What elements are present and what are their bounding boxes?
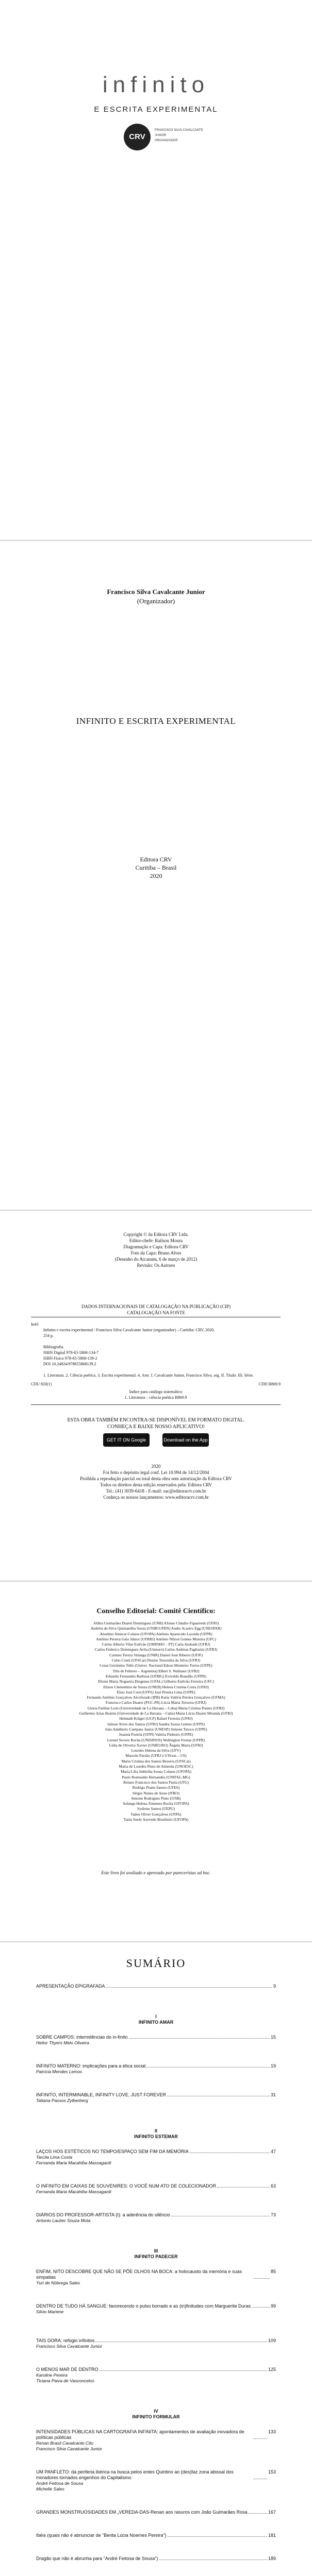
toc-entry-title: TAIS DORA: refúgio infinitos [36,2338,95,2343]
part-name: INFINITO AMAR [138,2020,174,2025]
leader-dots [217,2183,270,2188]
toc-entry[interactable] [36,2510,276,2515]
credit-line: (Desenho do Arcanum, 6 de março de 2012) [114,1257,198,1262]
toc-entry-author: Karoline Pereira [36,2372,68,2378]
part-number: II [154,2128,157,2133]
toc-entry-author: Ticiana Paiva de Vasconcelos [36,2378,95,2383]
council-member: João Adalberto Campato Junior (UNESP) Simone Tinoco (UFPE) [105,1726,207,1732]
toc-entry-author: Francisco Silva Cavalcante Junior [36,2446,103,2451]
council-member: Sydione Santos (UEPG) [137,1806,175,1811]
cip-code: In43 [31,1322,39,1327]
council-member: Renato Francisco dos Santos Paula (UFG) [123,1780,189,1785]
toc-entry-title: UM PANFLETO: da periferia ibérica na busca pelos entes Quintino ao (des)faz zona abissal dos moradores tornados engenhos do Capitalismo [36,2469,234,2480]
leader-dots [171,2212,270,2216]
council-member: Elizeu Clementino de Souza (UNEB) Helena Cristina Costa (UFRJ) [103,1684,209,1689]
toc-entry-author: Yuri de Nóbrega Sales [36,2280,80,2285]
toc-entry[interactable] [36,1984,276,1989]
toc-entry-title: O INFINITO EM CAIXAS DE SOUVENIRES: O VOCÊ NUM ATO DE COLECIONADOR [36,2183,217,2189]
toc-page-number: 9 [273,1984,276,1989]
leader-dots [159,2556,267,2560]
leader-dots [168,2533,267,2537]
council-member: Jailson Alves dos Santos (UFRJ) Sandra Souza Gomes (UFPE) [107,1721,205,1726]
toc-page-number: 153 [268,2469,276,2475]
toc-entry-author: Antonio Lauber Souza Mota [36,2218,91,2223]
council-member: Francisco Carlos Duarte (PUC-PR) Lúcia Maria Teixeira (UFRJ) [105,1700,207,1705]
cip-index: Índice para catálogo sistemático 1. Literatura – ciência poética B869.9 [124,1389,187,1400]
council-member: Fernando Antônio Gonçalves Alcoforado (IPB) Katia Valéria Pereira Gonçalves (UFMA) [87,1695,225,1700]
council-member: Solange Helena Ximenes-Rocha (UFOPA) [123,1801,189,1806]
toc-page-number: 133 [268,2429,276,2434]
toc-page-number: 31 [270,2092,276,2097]
council-member: Cesar Gerónimo Tello (Univer. Nacional Edson Monteiro Torres (UFPE) [100,1663,212,1668]
council-member: Lídia de Oliveira Xavier (UNIEURO) Ângela Maria (UFRJ) [109,1742,203,1748]
toc-entry-author: Michelle Sales [36,2486,64,2492]
leader-dots [254,2429,267,2439]
council-member: Aldira Guimarães Duarte Domínguez (UNB) Afonso Cláudio Figueiredo (UFRJ) [93,1621,219,1625]
toc-entry-title: DIÁRIOS DO PROFESSOR-ARTISTA (I): a aderência do silêncio [36,2212,170,2217]
credit-line: Revisão: Os Autores [137,1263,175,1268]
publisher-name: Editora CRV [140,856,172,863]
toc-entry-title: Dragão que não é abrunha para "André Feitosa de Sousa") [36,2556,158,2561]
logo-text: FRANCISCO SILVA CAVALCANTE JUNIOR ORGANIZADOR [155,129,203,142]
credit-line: Copyright © da Editora CRV Ltda. [123,1232,189,1237]
council-member: Tadeu Oliver Gonçalves (UFPA) [130,1811,182,1817]
cover-title: infinito [102,72,210,97]
toc-entry[interactable] [36,2149,276,2166]
part-number: III [154,2248,158,2253]
cip-body: Infinito e escrita experimental / Francisco Silva Cavalcante Junior (organizador) – Curitiba: CRV, 2020. 254 p. Bibliografia ISBN Digital 978-65-5868-134-7 ISBN Físico 978-65-5868-139-2 DOI 10.24824/978655868139.2 1. Literatura. 2. Ciência poética. 3. Escrita experimental. 4. Arte. I. Cavalcante Junior, Francisco Silva. org. II. Título. III. Série. [43,1328,254,1378]
toc-entry-title: APRESENTAÇÃO EPIGRAFADA [36,1984,105,1989]
summary-page [0,1942,312,2576]
crv-logo-icon: CRV [124,124,151,150]
toc-entry[interactable] [36,2092,276,2104]
toc-entry-title: INTENSIDADES PÚBLICAS NA CARTOGRAFIA INFINITA: apontamentos de avaliação inovadora de políticas públicas [36,2429,244,2440]
toc-entry-author: Heitor Thyers Melo Oliveira [36,2040,89,2045]
cover-page [0,0,312,540]
council-member: Anselmo Alencar Colares (UFOPA) Antônio Aparecido Lacerda (UFPR) [100,1631,212,1636]
cip-classification [31,1381,281,1387]
leader-dots [129,2035,270,2039]
council-member: Lourdes Helena da Silva (UFV) [131,1748,181,1753]
cover-subtitle: E ESCRITA EXPERIMENTAL [94,105,218,114]
credits-page [0,1211,312,1581]
council-member: Maria de Lourdes Pinto de Almeida (UNOESC) [119,1764,193,1769]
toc-page-number: 15 [270,2035,276,2040]
council-member: Andréia da Silva Quintanilha Sousa (UNIR/UFRN) Andre Acastro Egg (UNESPAR) [90,1626,222,1631]
leader-dots [252,2303,270,2308]
toc-part-heading [0,2014,312,2025]
toc-part-heading [0,2409,312,2420]
toc-entry[interactable] [36,2212,276,2224]
credit-line: Editor-chefe: Railson Moura [129,1238,183,1243]
toc-entry[interactable] [36,2338,276,2349]
leader-dots [146,2063,270,2067]
legal-block: 2020 Foi feito o depósito legal conf. Lei 10.994 de 14/12/2004 Proibida a reprodução parcial ou total desta obra sem autorização da Editora CRV Todos os direitos desta edição reservados pela: Editora CRV Tel.: (41) 3039-6418 - E-mail: sac@editoracrv.com.br Conheça os nossos lançamentos: www.editoracrv.com.br [80,1464,232,1500]
council-member: Maria Lília Imbiriba Sousa Colares (UFOPA) [121,1769,191,1774]
publisher-city: Curitiba – Brasil [135,864,177,871]
council-member: Eduardo Fernandes Barbosa (UFMG) Everaldo Brandão (UFPR) [106,1673,206,1679]
toc-entry-title: LAÇOS HOS ESTÉTICOS NO TEMPO/ESPAÇO SEM FIM DA MEMÓRIA [36,2149,189,2154]
title-page [0,541,312,1210]
leader-dots [106,1984,272,1988]
toc-entry[interactable] [36,2269,276,2286]
toc-part-heading [0,2248,312,2260]
toc-entry-author: Francisco Silva Cavalcante Junior [36,2344,103,2349]
council-member: Josania Portela (UFPI) Valéria Pinheiro (UFPE) [119,1732,193,1737]
toc-page-number: 189 [268,2556,276,2561]
council-member: Maria Cristina dos Santos Bezerra (UFSCar) [121,1758,191,1764]
leader-dots [254,2469,267,2479]
toc-entry[interactable] [36,2183,276,2195]
toc-entry-author: Silvio Marlene [36,2309,64,2314]
author-name: Francisco Silva Cavalcante Junior [107,588,205,596]
cip-heading: DADOS INTERNACIONAIS DE CATALOGAÇÃO NA PUBLICAÇÃO (CIP) CATALOGAÇÃO NA FONTE [81,1304,231,1315]
toc-entry-title: INFINITO MATERNO: implicações para a ética social [36,2063,146,2069]
publisher-year: 2020 [150,872,162,879]
council-member: Leonel Severo Rocha (UNISINOS) Wellington Freitas (UFPR) [107,1737,205,1742]
leader-dots [190,2149,270,2153]
toc-entry-author: Tarcila Lima Costa [36,2155,73,2160]
cdu-code: CDU 820(1) [31,1382,52,1386]
toc-entry-author: Renan Brasil Cavalcante Cito [36,2441,94,2446]
council-member: Antônio Pereira Gaio Júnior (UFRRJ) Antônio Nilson Gomes Moreira (UFC) [96,1636,216,1641]
leader-dots [254,2269,270,2279]
toc-entry[interactable] [36,2469,276,2492]
council-page [0,1582,312,1941]
toc-entry[interactable] [36,2533,276,2538]
app-note: ESTA OBRA TAMBÉM ENCONTRA-SE DISPONÍVEL EM FORMATO DIGITAL. CONHEÇA E BAIXE NOSSO APLICATIVO! [67,1417,245,1430]
council-member: Carlos Alberto Vilar Estêvão (UMINHO – PT) Carla Andrade (UFRJ) [102,1642,210,1647]
toc-part-heading [0,2128,312,2140]
google-play-button[interactable]: GET IT ON Google Play [103,1433,150,1447]
toc-entry[interactable] [36,2367,276,2384]
council-member: Três de Febrero – Argentina) Elbert S. Wallauer (UFRJ) [112,1668,200,1673]
toc-page-number: 19 [270,2063,276,2069]
council-member: Marcelo Paixão (UFRJ e UTexas – US) [125,1753,187,1758]
toc-entry-author: Fernanda Maria Macahiba Massagardi [36,2160,111,2165]
toc-entry-title: SOBRE CAMPOS: intermitências do in-finito [36,2035,128,2040]
council-member: Guillermo Arias Beatón (Universidade de La Havana – Cuba) Maria Lúcia Duarte Miranda (UFRJ) [79,1711,233,1716]
summary-title: SUMÁRIO [126,1957,186,1970]
app-store-button[interactable]: Download on the App Store [162,1433,209,1447]
toc-entry-title: GRANDES MONSTRUOSIDADES EM „VEREDA-DAS-Renan aos rasuros com João Guimarães Rosa [36,2510,248,2515]
council-member: Carlos Federico Dominguez Avila (Unieuro) Carlos Andreas Pagliarini (UFRJ) [95,1647,217,1652]
toc-page-number: 63 [270,2183,276,2189]
toc-entry-author: André Feitosa de Sousa [36,2481,84,2486]
credit-line: Foto da Capa: Bruno Alves [130,1250,182,1256]
toc-entry[interactable] [36,2303,276,2315]
toc-entry-title: O MENOS MAR DE DENTRO [36,2367,98,2372]
book-title: INFINITO E ESCRITA EXPERIMENTAL [76,716,236,726]
council-member: Élsio José Corá (UFFS) José Pereira Lima (UFPE) [117,1689,195,1694]
toc-entry-title: ENFIM, NITO DESCOBRE QUE NÃO SE PÕE OLHOS NA BOCA: a holocausto da memória e suas simpatias [36,2269,242,2280]
council-member: Elione Maria Nogueira Diogenes (UFAL) Gilberto Estêvão Ferreira (UFC) [98,1679,214,1684]
author-role: (Organizador) [137,597,175,605]
credit-line: Diagramação e Capa: Editora CRV [123,1244,189,1249]
cip-record [31,1317,281,1405]
council-member: Helmuth Krüger (UCP) Rafael Ferreira (UFRJ) [119,1716,193,1721]
council-member: Gloria Fariñas León (Universidade de La Havana – Cuba) Maria Cristina Pontes (UFRJ) [87,1705,225,1710]
part-name: INFINITO PADECER [134,2254,178,2259]
council-member: Rodrigo Pratte-Santos (UFES) [132,1785,180,1790]
credits-block [0,1231,312,1268]
author-block [0,587,312,606]
toc-entry-author: Patrícia Mendes Lemos [36,2069,83,2074]
toc-entry[interactable] [36,2035,276,2046]
council-member: Carmen Tereza Velanga (UNIR) Daniel José Ribeiro (UFJF) [109,1652,203,1657]
toc-page-number: 99 [270,2303,276,2309]
toc-page-number: 125 [268,2367,276,2372]
toc-entry[interactable] [36,2063,276,2075]
council-note: Este livro foi avaliado e aprovado por pareceristas ad hoc. [101,1870,211,1875]
toc-entry[interactable] [36,2429,276,2452]
part-number: IV [154,2409,158,2414]
leader-dots [167,2092,270,2096]
toc-entry-title: DENTRO DE TUDO HÁ SANGUE: favorecendo o pulso borrado e as (in)finitudes com Marguerite Duras [36,2303,251,2309]
part-number: I [155,2014,157,2019]
part-name: INFINITO FORMULAR [132,2414,180,2419]
council-title: Conselho Editorial: Comitê Científico: [96,1607,216,1615]
council-member: Celso Conti (UFSCar) Denise Terezinha da Silva (UFRJ) [111,1658,201,1663]
toc-page-number: 109 [268,2338,276,2343]
toc-page-number: 73 [270,2212,276,2217]
leader-dots [95,2338,267,2342]
toc-entry-title: Ibéis (quais não é abnunciar de "Berita Lúcia Noemes Pereira") [36,2533,167,2538]
council-member: Tania Suely Azevedo Brasileiro (UFOPA) [123,1817,189,1822]
toc-page-number: 167 [268,2510,276,2515]
council-member: Simone Rodrigues Pinto (UNB) [131,1795,181,1801]
council-member: Paulo Romualdo Hernandes (UNIFAL-MG) [122,1774,190,1780]
toc-page-number: 47 [270,2149,276,2154]
toc-entry-author: Fernanda Maria Macahiba Massagardi [36,2189,111,2194]
council-list [0,1621,312,1822]
leader-dots [100,2367,267,2371]
toc-entry-title: INFINITO, INTERMINABLE, INFINITY LOVE, JUST FOREVER [36,2092,167,2097]
toc-page-number: 181 [268,2533,276,2538]
cdd-code: CDD B869.9 [258,1382,281,1386]
toc-entry-author: Tatiana Passos Zylberberg [36,2098,88,2103]
toc-entry[interactable] [36,2556,276,2562]
part-name: INFINITO ESTEMAR [134,2134,178,2139]
toc-page-number: 85 [270,2269,276,2274]
publisher-block [0,855,312,880]
leader-dots [249,2510,267,2514]
publisher-logo [124,124,206,160]
council-member: Sérgio Nunes de Jesus (IFRO) [132,1790,180,1795]
